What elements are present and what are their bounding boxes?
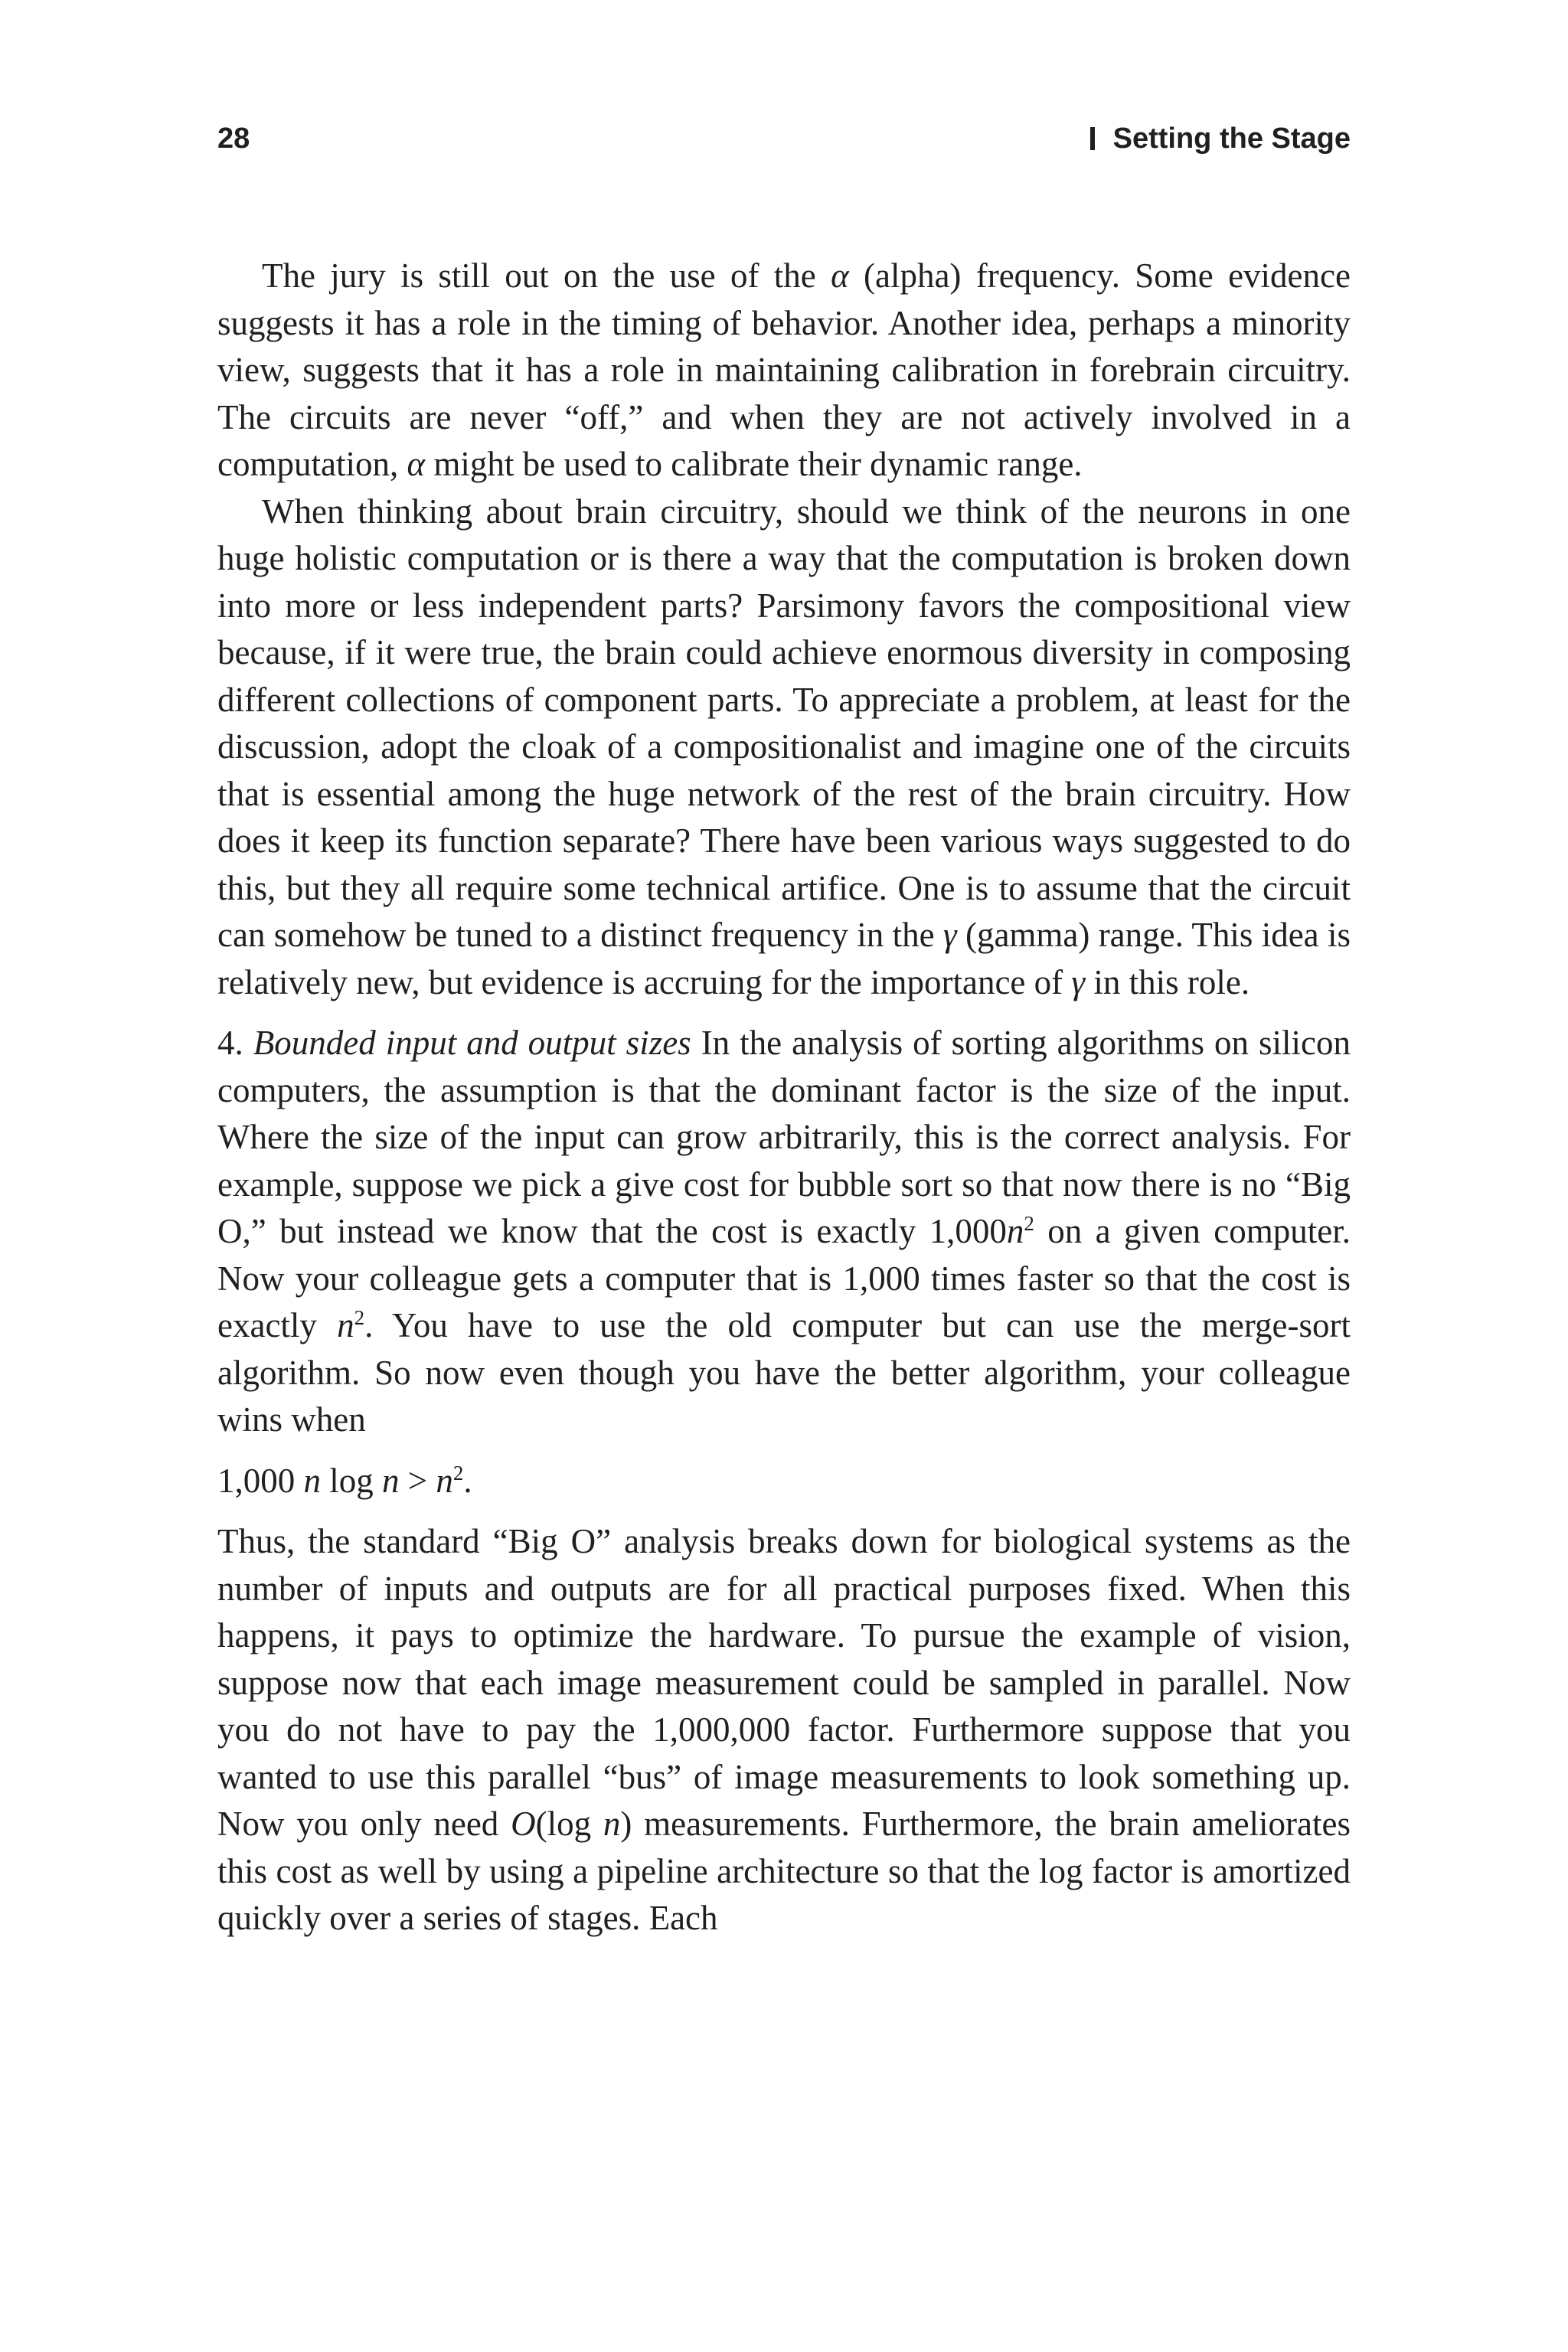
text-run: n <box>303 1461 321 1500</box>
section-title: Setting the Stage <box>1112 122 1351 155</box>
page-number: 28 <box>217 122 250 155</box>
text-run: O <box>511 1805 536 1843</box>
text-run: log <box>321 1461 383 1500</box>
text-run: n <box>382 1461 400 1500</box>
section-bar-rule <box>1090 127 1095 150</box>
text-run: α <box>407 445 426 483</box>
text-run: 2 <box>452 1461 464 1485</box>
text-run: > <box>399 1461 436 1500</box>
text-run: α <box>831 256 849 295</box>
paragraph-compositional-view <box>217 488 1351 1007</box>
body-text <box>217 253 1351 1942</box>
text-run: Thus, the standard “Big O” analysis breaks down for biological systems as the number of inputs and outputs are for all practical purposes fixed. When this happens, it pays to optimize the hardware. To pursue the example of vision, suppose now that each image measurement could be sampled in parallel. Now you do not have to pay the 1,000,000 factor. Furthermore suppose that you wanted to use this parallel “bus” of image measurements to look something up. Now you only need <box>217 1522 1351 1843</box>
equation-merge-sort <box>217 1458 1351 1505</box>
text-run: The jury is still out on the use of the <box>262 256 831 295</box>
paragraph-bounded-sizes <box>217 1020 1351 1444</box>
text-run: (alpha) frequency. Some evidence suggests it has a role in the timing of behavior. Another idea, perhaps a minority view, suggests that it has a role in maintaining calibration in forebrain circuitry. The circuits are never “off,” and when they are not actively involved in a computation, <box>217 256 1351 483</box>
text-run: . <box>463 1461 472 1500</box>
text-run: on a given computer. Now your colleague gets a computer that is 1,000 times faster so that the cost is exactly <box>217 1212 1351 1344</box>
text-run: in this role. <box>1085 962 1250 1001</box>
text-run: γ <box>942 916 957 954</box>
text-run: n <box>1006 1212 1024 1250</box>
paragraph-alpha-frequency <box>217 253 1351 488</box>
text-run: 1,000 <box>217 1461 304 1500</box>
text-run: 4. <box>217 1024 253 1062</box>
text-run: Bounded input and output sizes <box>253 1024 691 1062</box>
text-run: γ <box>1071 962 1086 1001</box>
text-run: n <box>436 1461 453 1500</box>
text-run: ) measurements. Furthermore, the brain ameliorates this cost as well by using a pipeline architecture so that the log factor is amortized quickly over a series of stages. Each <box>217 1805 1351 1937</box>
text-run: When thinking about brain circuitry, should we think of the neurons in one huge holistic computation or is there a way that the computation is broken down into more or less independent parts? Parsimony favors the compositional view because, if it were true, the brain could achieve enormous diversity in composing different collections of component parts. To appreciate a problem, at least for the discussion, adopt the cloak of a compositionalist and imagine one of the circuits that is essential among the huge network of the rest of the brain circuitry. How does it keep its function separate? There have been various ways suggested to do this, but they all require some technical artifice. One is to assume that the circuit can somehow be tuned to a distinct frequency in the <box>217 492 1351 954</box>
text-run: In the analysis of sorting algorithms on silicon computers, the assumption is that the dominant factor is the size of the input. Where the size of the input can grow arbitrarily, this is the correct analysis. For example, suppose we pick a give cost for bubble sort so that now there is no “Big O,” but instead we know that the cost is exactly 1,000 <box>217 1024 1351 1250</box>
text-run: might be used to calibrate their dynamic range. <box>425 445 1083 483</box>
text-run: (gamma) range. This idea is relatively new, but evidence is accruing for the importance of <box>217 916 1351 1001</box>
section-title-group <box>1090 122 1351 155</box>
running-head <box>217 122 1351 168</box>
text-run: n <box>337 1306 354 1344</box>
text-run: 2 <box>1024 1212 1034 1235</box>
text-run: (log <box>535 1805 603 1843</box>
text-run: 2 <box>354 1306 365 1329</box>
text-run: . You have to use the old computer but can use the merge-sort algorithm. So now even though you have the better algorithm, your colleague wins when <box>217 1306 1351 1439</box>
paragraph-big-o-analysis <box>217 1518 1351 1942</box>
text-run: n <box>603 1805 621 1843</box>
